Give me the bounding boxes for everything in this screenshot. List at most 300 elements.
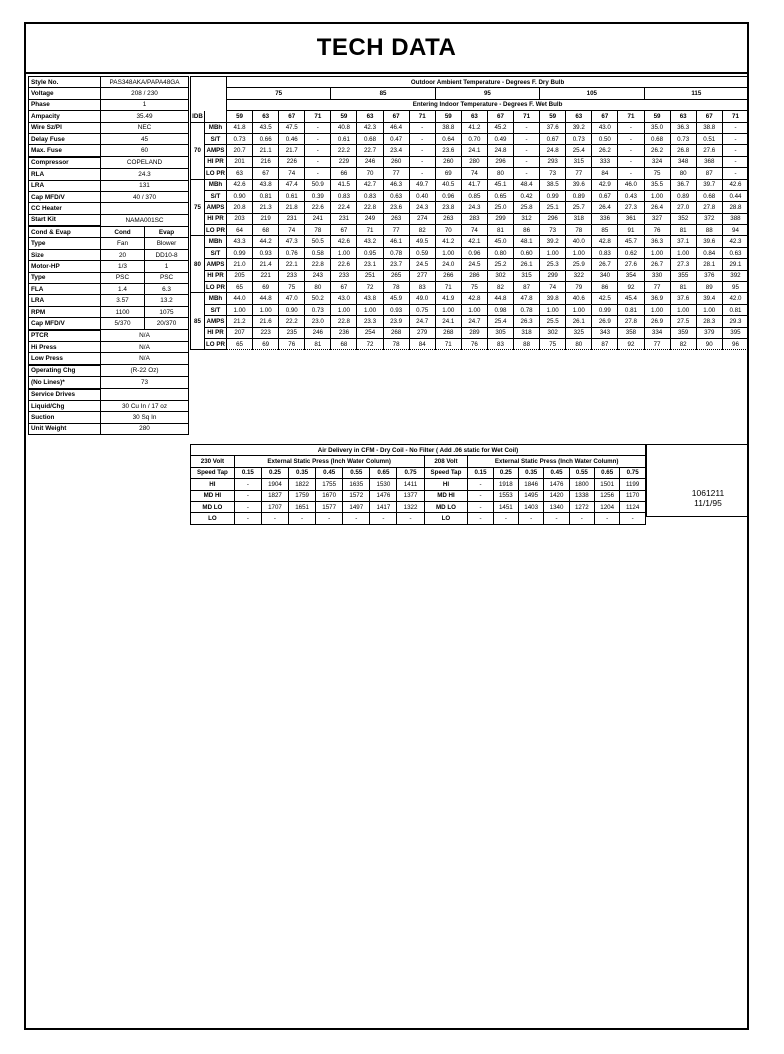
perf-row-label: S/T	[205, 133, 227, 144]
perf-cell: 1.00	[357, 304, 383, 315]
spec-value: 131	[101, 180, 189, 191]
spec-label: Service Drives	[29, 389, 101, 401]
perf-cell: 372	[696, 213, 722, 224]
perf-row	[191, 168, 749, 179]
perf-cell: 91	[618, 225, 644, 236]
cfm-230: 1572	[343, 490, 370, 501]
perf-cell: 0.60	[514, 247, 540, 258]
perf-cell: 0.61	[279, 190, 305, 201]
perf-cell: 27.0	[670, 202, 696, 213]
perf-cell: 76	[644, 225, 670, 236]
cfm-208: -	[595, 513, 620, 524]
perf-cell: 0.81	[618, 304, 644, 315]
perf-cell: 27.8	[696, 202, 722, 213]
perf-cell: 41.7	[461, 179, 487, 190]
perf-cell: 216	[253, 156, 279, 167]
perf-cell: 1.00	[331, 247, 357, 258]
perf-cell: 1.00	[670, 304, 696, 315]
perf-cell: 22.4	[331, 202, 357, 213]
perf-cell: 49.0	[409, 293, 435, 304]
perf-cell: -	[618, 156, 644, 167]
perf-cell: 42.5	[592, 293, 618, 304]
perf-cell: 0.96	[435, 190, 461, 201]
perf-cell: -	[618, 168, 644, 179]
perf-row-label: S/T	[205, 190, 227, 201]
perf-cell: 0.58	[305, 247, 331, 258]
perf-cell: 28.8	[722, 202, 748, 213]
perf-cell: 277	[409, 270, 435, 281]
fan-label: Motor-HP	[29, 261, 101, 272]
perf-cell: 0.78	[514, 304, 540, 315]
air-header-row	[191, 445, 646, 456]
perf-cell: 0.83	[357, 190, 383, 201]
perf-cell: 24.7	[409, 316, 435, 327]
perf-cell: 42.6	[331, 236, 357, 247]
esp-value: 0.45	[544, 467, 569, 478]
perf-cell: 43.0	[592, 122, 618, 133]
spec-label: Liquid/Chg	[29, 400, 101, 411]
perf-cell: 22.7	[357, 145, 383, 156]
perf-cell: -	[305, 156, 331, 167]
perf-cell: 25.4	[487, 316, 513, 327]
perf-cell: 0.95	[357, 247, 383, 258]
fan-evap-value: 6.3	[145, 284, 189, 295]
perf-cell: 21.0	[227, 259, 253, 270]
cfm-208: 1403	[519, 501, 544, 512]
perf-cell: 70	[357, 168, 383, 179]
outdoor-temp: 95	[435, 88, 539, 99]
perf-cell: 279	[409, 327, 435, 338]
perf-cell: 29.1	[722, 259, 748, 270]
perf-cell: 1.00	[227, 304, 253, 315]
perf-row-label: LO PR	[205, 225, 227, 236]
perf-cell: 65	[227, 282, 253, 293]
cfm-230: -	[234, 501, 261, 512]
perf-cell: 42.6	[722, 179, 748, 190]
perf-cell: 77	[644, 282, 670, 293]
air-row	[191, 490, 646, 501]
perf-cell: 44.0	[227, 293, 253, 304]
cfm-230: -	[316, 513, 343, 524]
perf-cell: 0.61	[331, 133, 357, 144]
perf-cell: -	[409, 133, 435, 144]
idb-value: 85	[191, 293, 205, 350]
perf-row-label: MBh	[205, 122, 227, 133]
fan-label: RPM	[29, 306, 101, 317]
perf-cell: 37.1	[670, 236, 696, 247]
perf-cell: 77	[566, 168, 592, 179]
perf-cell: 24.8	[540, 145, 566, 156]
charge-unit: (R-22 Oz)	[101, 365, 189, 377]
perf-row	[191, 225, 749, 236]
fan-cond-value: 5/370	[101, 318, 145, 330]
perf-cell: 73	[540, 168, 566, 179]
perf-cell: 235	[279, 327, 305, 338]
perf-row-label: HI PR	[205, 156, 227, 167]
perf-cell: 302	[540, 327, 566, 338]
perf-cell: 41.9	[435, 293, 461, 304]
perf-cell: 0.85	[461, 190, 487, 201]
cfm-230: 1822	[289, 479, 316, 490]
cfm-208: 1272	[569, 501, 594, 512]
perf-cell: -	[722, 156, 748, 167]
fan-cond-value: 20	[101, 249, 145, 260]
cfm-230: -	[261, 513, 288, 524]
perf-row-label: S/T	[205, 304, 227, 315]
perf-cell: 299	[540, 270, 566, 281]
perf-cell: 24.3	[461, 202, 487, 213]
perf-cell: 26.7	[644, 259, 670, 270]
spec-value: N/A	[101, 330, 189, 342]
fan-evap-value: PSC	[145, 272, 189, 283]
cfm-208: 1338	[569, 490, 594, 501]
perf-row	[191, 316, 749, 327]
perf-cell: 28.1	[696, 259, 722, 270]
perf-cell: 0.63	[383, 190, 409, 201]
idb-label: IDB	[191, 111, 205, 122]
perf-cell: -	[409, 145, 435, 156]
perf-cell: 27.8	[618, 316, 644, 327]
perf-cell: 233	[279, 270, 305, 281]
perf-cell: 39.2	[540, 236, 566, 247]
perf-cell: 229	[331, 156, 357, 167]
fan-row	[29, 238, 189, 249]
fan-cond-value: 3.57	[101, 295, 145, 306]
perf-cell: -	[618, 145, 644, 156]
perf-cell: -	[305, 133, 331, 144]
perf-cell: -	[618, 133, 644, 144]
perf-cell: 1.00	[566, 304, 592, 315]
perf-cell: 26.2	[592, 145, 618, 156]
perf-cell: 0.51	[696, 133, 722, 144]
perf-cell: 0.70	[461, 133, 487, 144]
perf-cell: 0.98	[487, 304, 513, 315]
blank-cell	[191, 88, 227, 99]
perf-row	[191, 190, 749, 201]
perf-cell: 47.3	[279, 236, 305, 247]
perf-row-label: MBh	[205, 236, 227, 247]
fan-label: Type	[29, 272, 101, 283]
speed-tap: MD HI	[424, 490, 468, 501]
perf-cell: 296	[540, 213, 566, 224]
perf-row	[191, 259, 749, 270]
perf-cell: 0.67	[540, 133, 566, 144]
perf-cell: 1.00	[644, 304, 670, 315]
perf-cell: 324	[644, 156, 670, 167]
spec-value: 45	[101, 133, 189, 144]
perf-cell: 0.76	[279, 247, 305, 258]
cfm-208: -	[468, 513, 493, 524]
fan-row	[29, 261, 189, 272]
perf-cell: 0.46	[279, 133, 305, 144]
perf-cell: 47.0	[279, 293, 305, 304]
cfm-230: -	[370, 513, 397, 524]
spec-value: 30 Sq In	[101, 412, 189, 423]
perf-cell: 92	[618, 282, 644, 293]
air-header: Air Delivery in CFM - Dry Coil - No Filter ( Add .06 static for Wet Coil)	[191, 445, 646, 456]
perf-cell: 46.3	[383, 179, 409, 190]
fan-cond-value: 1/3	[101, 261, 145, 272]
perf-cell: 263	[435, 213, 461, 224]
perf-cell: 72	[357, 338, 383, 349]
perf-cell: 379	[696, 327, 722, 338]
outdoor-temp: 115	[644, 88, 749, 99]
perf-row-label: HI PR	[205, 213, 227, 224]
perf-cell: 333	[592, 156, 618, 167]
perf-cell: 75	[461, 282, 487, 293]
spec-label: Unit Weight	[29, 423, 101, 434]
wb-temps-row	[191, 111, 749, 122]
speed-tap: HI	[191, 479, 235, 490]
spec-label: Ampacity	[29, 111, 101, 122]
perf-cell: 26.1	[566, 316, 592, 327]
perf-cell: 22.2	[331, 145, 357, 156]
page-title: TECH DATA	[316, 34, 457, 61]
fan-label: LRA	[29, 295, 101, 306]
esp-value: 0.15	[468, 467, 493, 478]
perf-cell: 74	[461, 168, 487, 179]
cfm-208: 1553	[493, 490, 518, 501]
perf-cell: 43.5	[253, 122, 279, 133]
wb-temp: 63	[357, 111, 383, 122]
perf-cell: 265	[383, 270, 409, 281]
perf-cell: 0.90	[279, 304, 305, 315]
perf-cell: 81	[670, 282, 696, 293]
perf-cell: 293	[540, 156, 566, 167]
esp-value: 0.25	[493, 467, 518, 478]
spec-value: 30 Cu In / 17 oz	[101, 400, 189, 411]
perf-cell: 82	[409, 225, 435, 236]
perf-cell: 47.8	[514, 293, 540, 304]
perf-cell: 22.2	[279, 316, 305, 327]
perf-cell: 24.8	[487, 145, 513, 156]
cfm-208: 1124	[620, 501, 646, 512]
esp-value: 0.65	[595, 467, 620, 478]
speed-tap: MD HI	[191, 490, 235, 501]
spec-value	[101, 203, 189, 214]
perf-cell: 43.8	[357, 293, 383, 304]
cfm-208: 1918	[493, 479, 518, 490]
idb-value: 75	[191, 179, 205, 236]
perf-cell: 74	[279, 225, 305, 236]
esp-header-230: External Static Press (Inch Water Column)	[234, 456, 424, 467]
perf-cell: 1.00	[435, 304, 461, 315]
perf-row-label: AMPS	[205, 316, 227, 327]
fan-cond-value: Fan	[101, 238, 145, 249]
air-row	[191, 479, 646, 490]
perf-cell: 21.7	[279, 145, 305, 156]
perf-cell: 68	[253, 225, 279, 236]
perf-cell: 44.8	[253, 293, 279, 304]
wb-temp: 59	[435, 111, 461, 122]
fan-evap-value: Blower	[145, 238, 189, 249]
cfm-208: -	[569, 513, 594, 524]
tech-data-sheet	[24, 22, 749, 1030]
perf-cell: 0.40	[409, 190, 435, 201]
wb-temp: 71	[618, 111, 644, 122]
perf-cell: 0.73	[305, 304, 331, 315]
air-volt-row	[191, 456, 646, 467]
perf-cell: 75	[644, 168, 670, 179]
perf-cell: 74	[461, 225, 487, 236]
spec-label: Phase	[29, 99, 101, 110]
perf-cell: 22.8	[331, 316, 357, 327]
esp-value: 0.45	[316, 467, 343, 478]
spec-label: Delay Fuse	[29, 133, 101, 144]
esp-value: 0.35	[519, 467, 544, 478]
perf-cell: 249	[357, 213, 383, 224]
spec-row	[29, 145, 189, 157]
perf-cell: 26.9	[592, 316, 618, 327]
perf-cell: 21.8	[279, 202, 305, 213]
spec-label: Cap MFD/V	[29, 191, 101, 202]
perf-cell: 296	[487, 156, 513, 167]
perf-cell: 263	[383, 213, 409, 224]
spec-value: COPELAND	[101, 157, 189, 169]
perf-cell: 41.2	[461, 122, 487, 133]
perf-cell: 25.3	[540, 259, 566, 270]
perf-cell: 26.4	[644, 202, 670, 213]
perf-cell: 1.00	[644, 247, 670, 258]
wb-temp: 63	[461, 111, 487, 122]
perf-cell: 78	[383, 338, 409, 349]
perf-cell: -	[722, 133, 748, 144]
cfm-208: 1199	[620, 479, 646, 490]
perf-cell: 71	[435, 338, 461, 349]
perf-row-label: LO PR	[205, 338, 227, 349]
fan-label: FLA	[29, 284, 101, 295]
perf-cell: -	[514, 168, 540, 179]
perf-cell: 327	[644, 213, 670, 224]
volt-208: 208 Volt	[424, 456, 468, 467]
perf-cell: 37.6	[540, 122, 566, 133]
perf-cell: 80	[670, 168, 696, 179]
perf-cell: 231	[279, 213, 305, 224]
idb-value: 70	[191, 122, 205, 179]
perf-cell: 41.8	[227, 122, 253, 133]
perf-cell: 388	[722, 213, 748, 224]
perf-row	[191, 338, 749, 349]
spec-label: PTCR	[29, 330, 101, 342]
perf-cell: 42.8	[461, 293, 487, 304]
perf-cell: 36.3	[644, 236, 670, 247]
perf-cell: 35.5	[644, 179, 670, 190]
perf-cell: 45.4	[618, 293, 644, 304]
perf-cell: 92	[618, 338, 644, 349]
perf-cell: -	[409, 122, 435, 133]
cfm-208: 1476	[544, 479, 569, 490]
cfm-230: 1377	[397, 490, 424, 501]
spec-label: Compressor	[29, 157, 101, 169]
title-box	[26, 24, 747, 74]
spec-value	[101, 389, 189, 401]
perf-cell: 236	[331, 327, 357, 338]
perf-cell: 45.1	[487, 179, 513, 190]
perf-cell: 312	[514, 213, 540, 224]
perf-cell: 47.4	[279, 179, 305, 190]
perf-cell: 23.8	[435, 202, 461, 213]
spec-label: Max. Fuse	[29, 145, 101, 157]
perf-cell: 35.0	[644, 122, 670, 133]
perf-cell: 25.9	[566, 259, 592, 270]
perf-cell: 83	[409, 282, 435, 293]
perf-cell: 42.7	[357, 179, 383, 190]
perf-cell: 42.6	[227, 179, 253, 190]
cfm-230: 1417	[370, 501, 397, 512]
perf-cell: 83	[487, 338, 513, 349]
perf-cell: 70	[435, 225, 461, 236]
perf-cell: 0.99	[227, 247, 253, 258]
spec-row	[29, 157, 189, 169]
fan-cond-value: 1.4	[101, 284, 145, 295]
blank-cell	[191, 99, 227, 110]
spec-row	[29, 389, 189, 401]
perf-cell: 46.0	[618, 179, 644, 190]
idb-value: 80	[191, 236, 205, 293]
perf-cell: 39.2	[566, 122, 592, 133]
perf-cell: 67	[253, 168, 279, 179]
perf-cell: 20.7	[227, 145, 253, 156]
perf-cell: 268	[383, 327, 409, 338]
air-row	[191, 501, 646, 512]
perf-cell: 40.0	[566, 236, 592, 247]
perf-cell: 0.81	[722, 304, 748, 315]
perf-cell: 23.6	[435, 145, 461, 156]
perf-cell: 23.0	[305, 316, 331, 327]
spec-label: Voltage	[29, 88, 101, 99]
perf-cell: 201	[227, 156, 253, 167]
perf-cell: 86	[514, 225, 540, 236]
wb-temp: 59	[331, 111, 357, 122]
perf-cell: 21.2	[227, 316, 253, 327]
perf-cell: 24.0	[435, 259, 461, 270]
esp-header-208: External Static Press (Inch Water Column)	[468, 456, 646, 467]
perf-cell: 86	[592, 282, 618, 293]
perf-cell: 23.4	[383, 145, 409, 156]
perf-cell: 38.5	[540, 179, 566, 190]
esp-value: 0.75	[397, 467, 424, 478]
perf-cell: 84	[592, 168, 618, 179]
fan-label: Type	[29, 238, 101, 249]
charge-row-2	[29, 377, 189, 389]
perf-cell: 254	[357, 327, 383, 338]
perf-cell: 25.2	[487, 259, 513, 270]
perf-row	[191, 213, 749, 224]
spec-label: LRA	[29, 180, 101, 191]
perf-cell: 42.9	[592, 179, 618, 190]
perf-cell: 80	[566, 338, 592, 349]
spec-row	[29, 122, 189, 133]
spec-value: 40 / 370	[101, 191, 189, 202]
perf-cell: 0.65	[487, 190, 513, 201]
fan-label: Cap MFD/V	[29, 318, 101, 330]
spec-row	[29, 133, 189, 144]
perf-cell: 49.7	[409, 179, 435, 190]
charge-value: 73	[101, 377, 189, 389]
perf-cell: -	[722, 168, 748, 179]
perf-cell: 20.8	[227, 202, 253, 213]
perf-cell: 42.3	[357, 122, 383, 133]
spec-value: N/A	[101, 341, 189, 352]
perf-cell: 359	[670, 327, 696, 338]
spec-row	[29, 341, 189, 352]
perf-cell: 0.68	[644, 133, 670, 144]
wb-temp: 71	[409, 111, 435, 122]
perf-cell: 305	[487, 327, 513, 338]
spec-row	[29, 214, 189, 226]
perf-cell: 69	[435, 168, 461, 179]
perf-cell: 0.64	[435, 133, 461, 144]
